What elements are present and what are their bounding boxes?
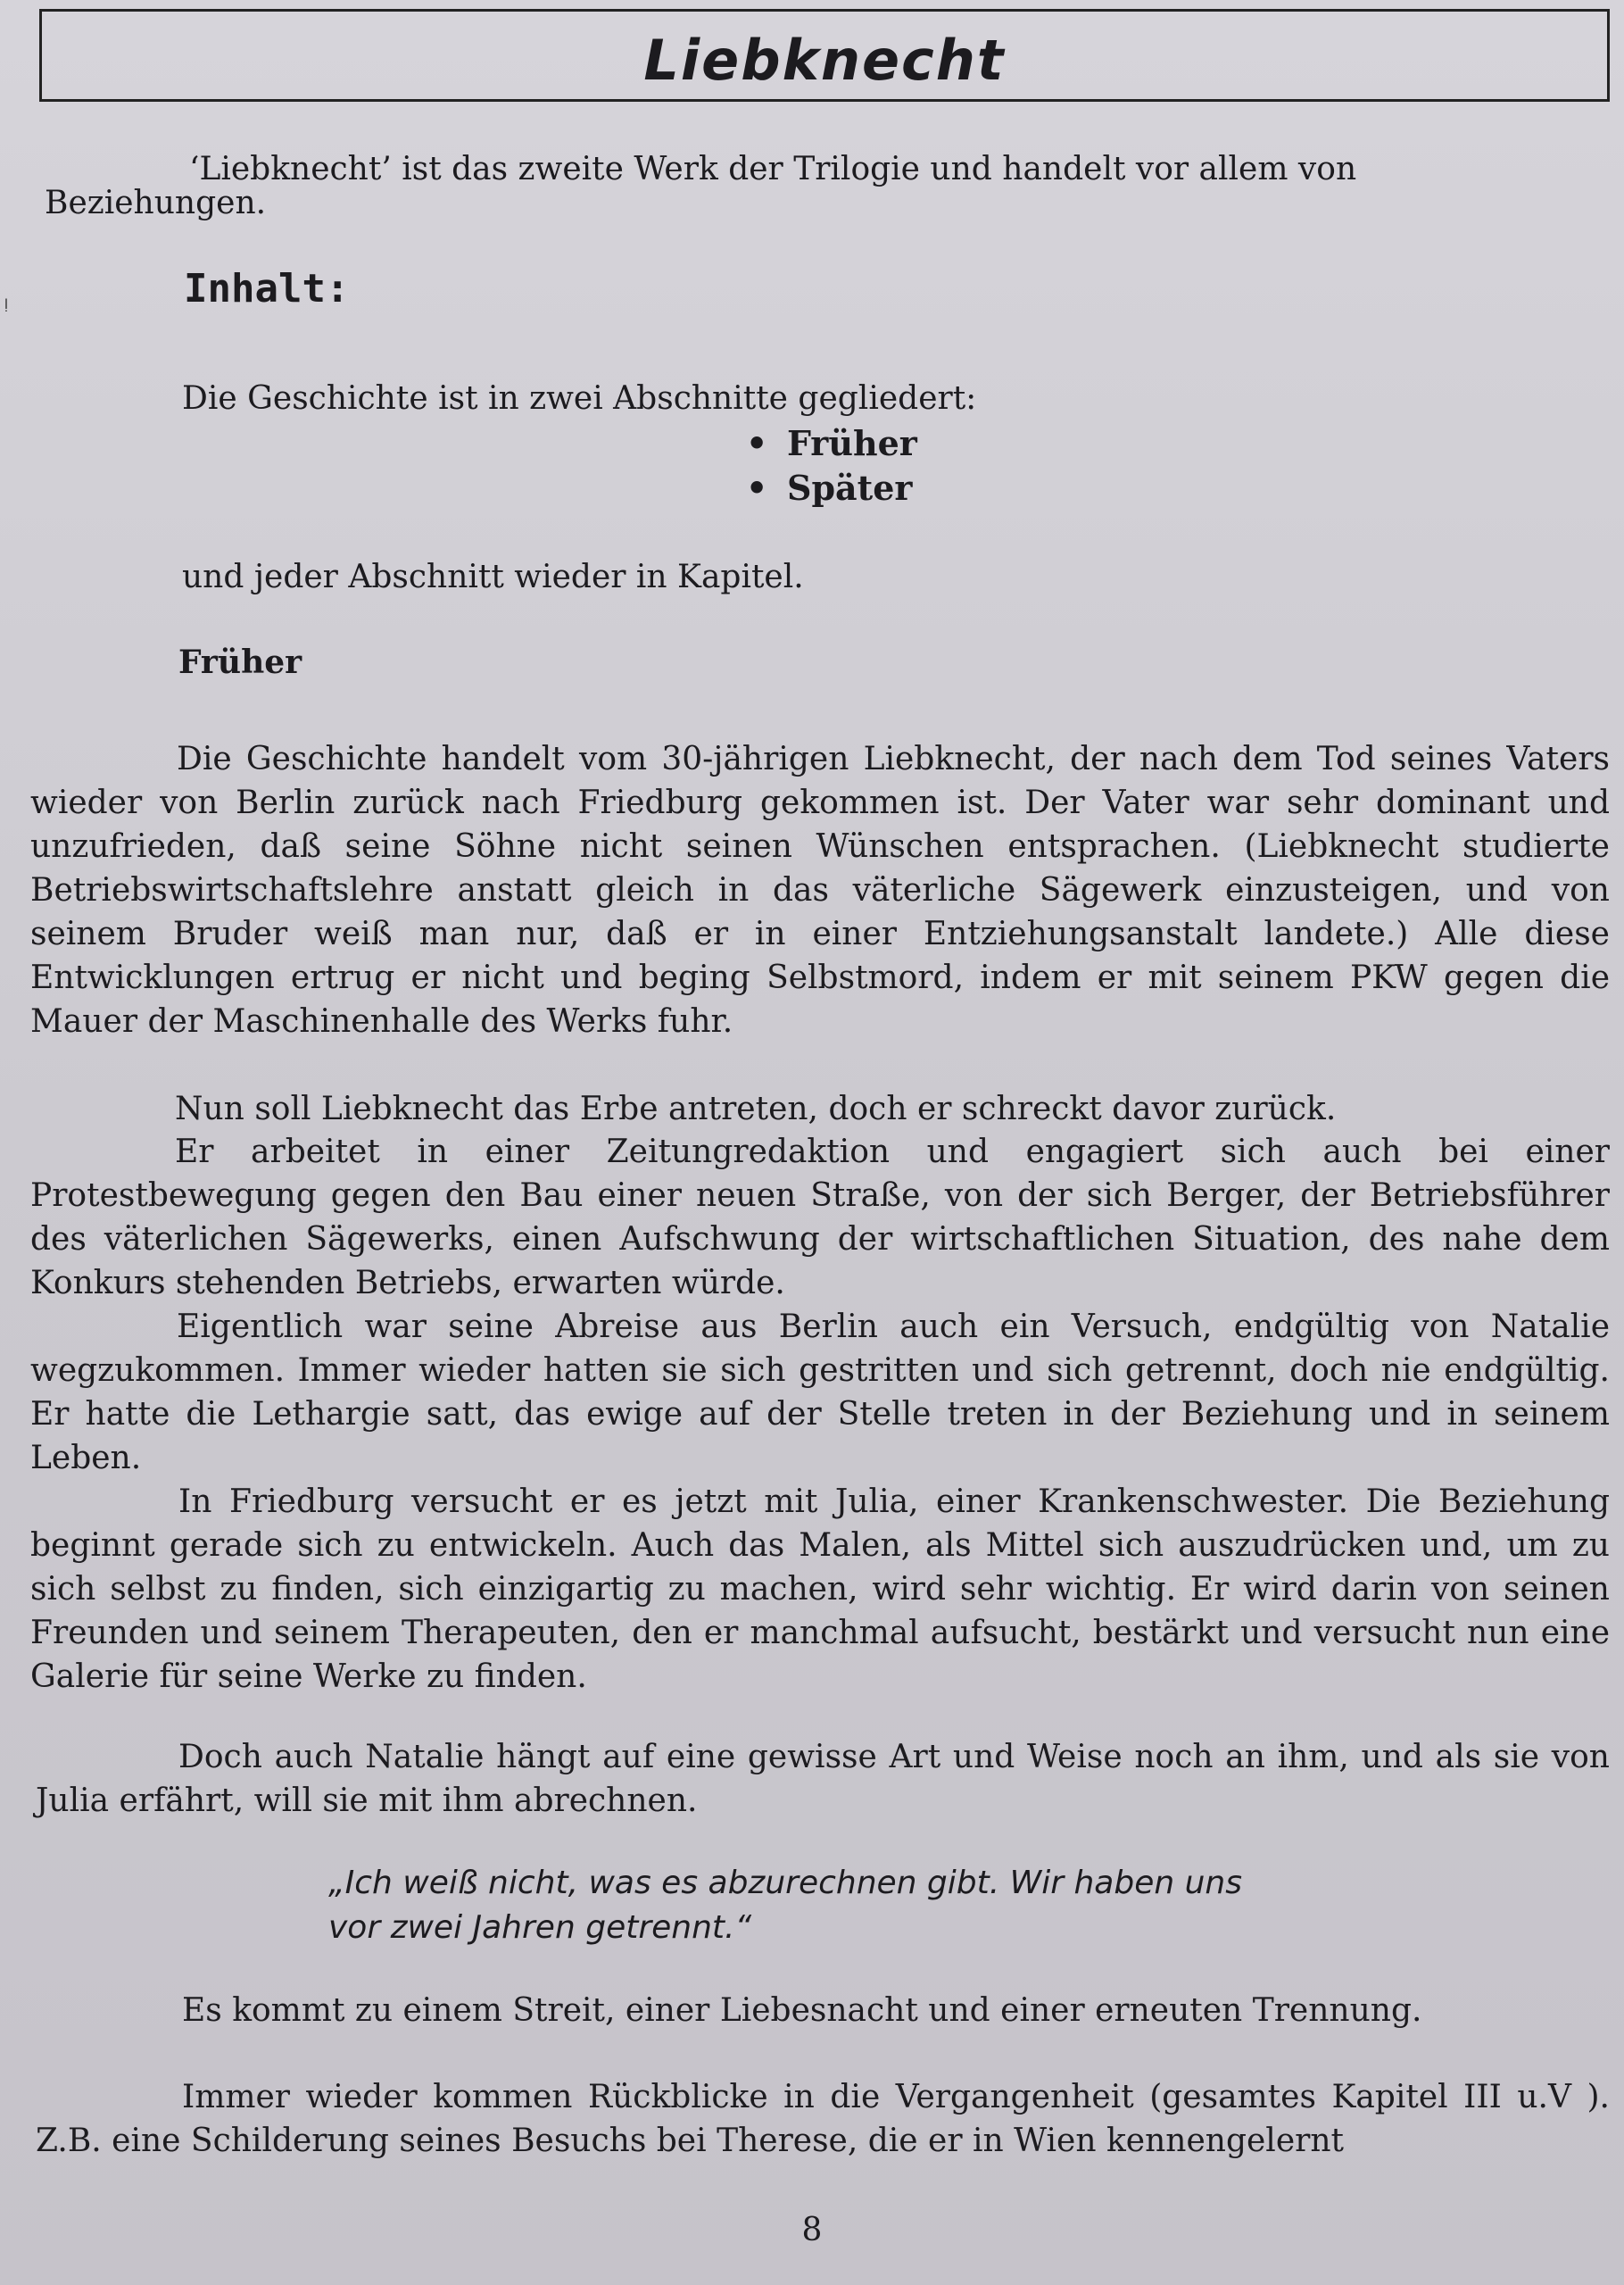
- list-item: • Früher: [746, 421, 917, 466]
- paragraph: Doch auch Natalie hängt auf eine gewisse Art und Weise noch an ihm, und als sie von Julia erfährt, will sie mit ihm abrechnen.: [36, 1739, 1610, 1819]
- page-title: Liebknecht: [643, 28, 1006, 93]
- intro-line-2: Beziehungen.: [45, 185, 267, 221]
- paragraph: Es kommt zu einem Streit, einer Liebesnacht und einer erneuten Trennung.: [182, 1992, 1422, 2029]
- section-heading: Früher: [178, 644, 302, 681]
- quote: „Ich weiß nicht, was es abzurechnen gibt. Wir haben uns vor zwei Jahren getrennt.“: [328, 1865, 1242, 1946]
- intro-line-1: ‘Liebknecht’ ist das zweite Werk der Trilogie und handelt vor allem von: [189, 151, 1357, 187]
- sections-intro: Die Geschichte ist in zwei Abschnitte gegliedert:: [182, 380, 977, 417]
- title-box: [39, 9, 1610, 102]
- paragraph: Immer wieder kommen Rückblicke in die Vergangenheit (gesamtes Kapitel III u.V ). Z.B. eine Schilderung seines Besuchs bei Therese, die er in Wien kennengelernt: [36, 2079, 1610, 2159]
- list-item: • Später: [746, 466, 917, 511]
- margin-mark: ǃ: [4, 295, 9, 316]
- paragraph: Nun soll Liebknecht das Erbe antreten, doch er schreckt davor zurück.: [175, 1091, 1337, 1127]
- paragraph: Eigentlich war seine Abreise aus Berlin auch ein Versuch, endgültig von Natalie wegzukommen. Immer wieder hatten sie sich gestritten und sich getrennt, doch nie endgültig. Er hatte die Lethargie satt, das ewige auf der Stelle treten in der Beziehung und in seinem Leben.: [30, 1309, 1610, 1476]
- page-number: 8: [801, 2212, 823, 2248]
- paragraph: Er arbeitet in einer Zeitungredaktion und engagiert sich auch bei einer Protestbewegung gegen den Bau einer neuen Straße, von der sich Berger, der Betriebsführer des väterlichen Sägewerks, einen Aufschwung der wirtschaftlichen Situation, des nahe dem Konkurs stehenden Betriebs, erwarten würde.: [30, 1134, 1610, 1301]
- sections-list: [746, 421, 917, 511]
- inhalt-heading: Inhalt:: [184, 266, 350, 312]
- paragraph: In Friedburg versucht er es jetzt mit Julia, einer Krankenschwester. Die Beziehung beginnt gerade sich zu entwickeln. Auch das Malen, als Mittel sich auszudrücken und, um zu sich selbst zu finden, sich einzigartig zu machen, wird sehr wichtig. Er wird darin von seinen Freunden und seinem Therapeuten, den er manchmal aufsucht, bestärkt und versucht nun eine Galerie für seine Werke zu finden.: [30, 1483, 1610, 1695]
- sections-outro: und jeder Abschnitt wieder in Kapitel.: [182, 559, 804, 595]
- paragraph: Die Geschichte handelt vom 30-jährigen Liebknecht, der nach dem Tod seines Vaters wieder von Berlin zurück nach Friedburg gekommen ist. Der Vater war sehr dominant und unzufrieden, daß seine Söhne nicht seinen Wünschen entsprachen. (Liebknecht studierte Betriebswirtschaftslehre anstatt gleich in das väterliche Sägewerk einzusteigen, und von seinem Bruder weiß man nur, daß er in einer Entziehungsanstalt landete.) Alle diese Entwicklungen ertrug er nicht und beging Selbstmord, indem er mit seinem PKW gegen die Mauer der Maschinenhalle des Werks fuhr.: [30, 741, 1610, 1040]
